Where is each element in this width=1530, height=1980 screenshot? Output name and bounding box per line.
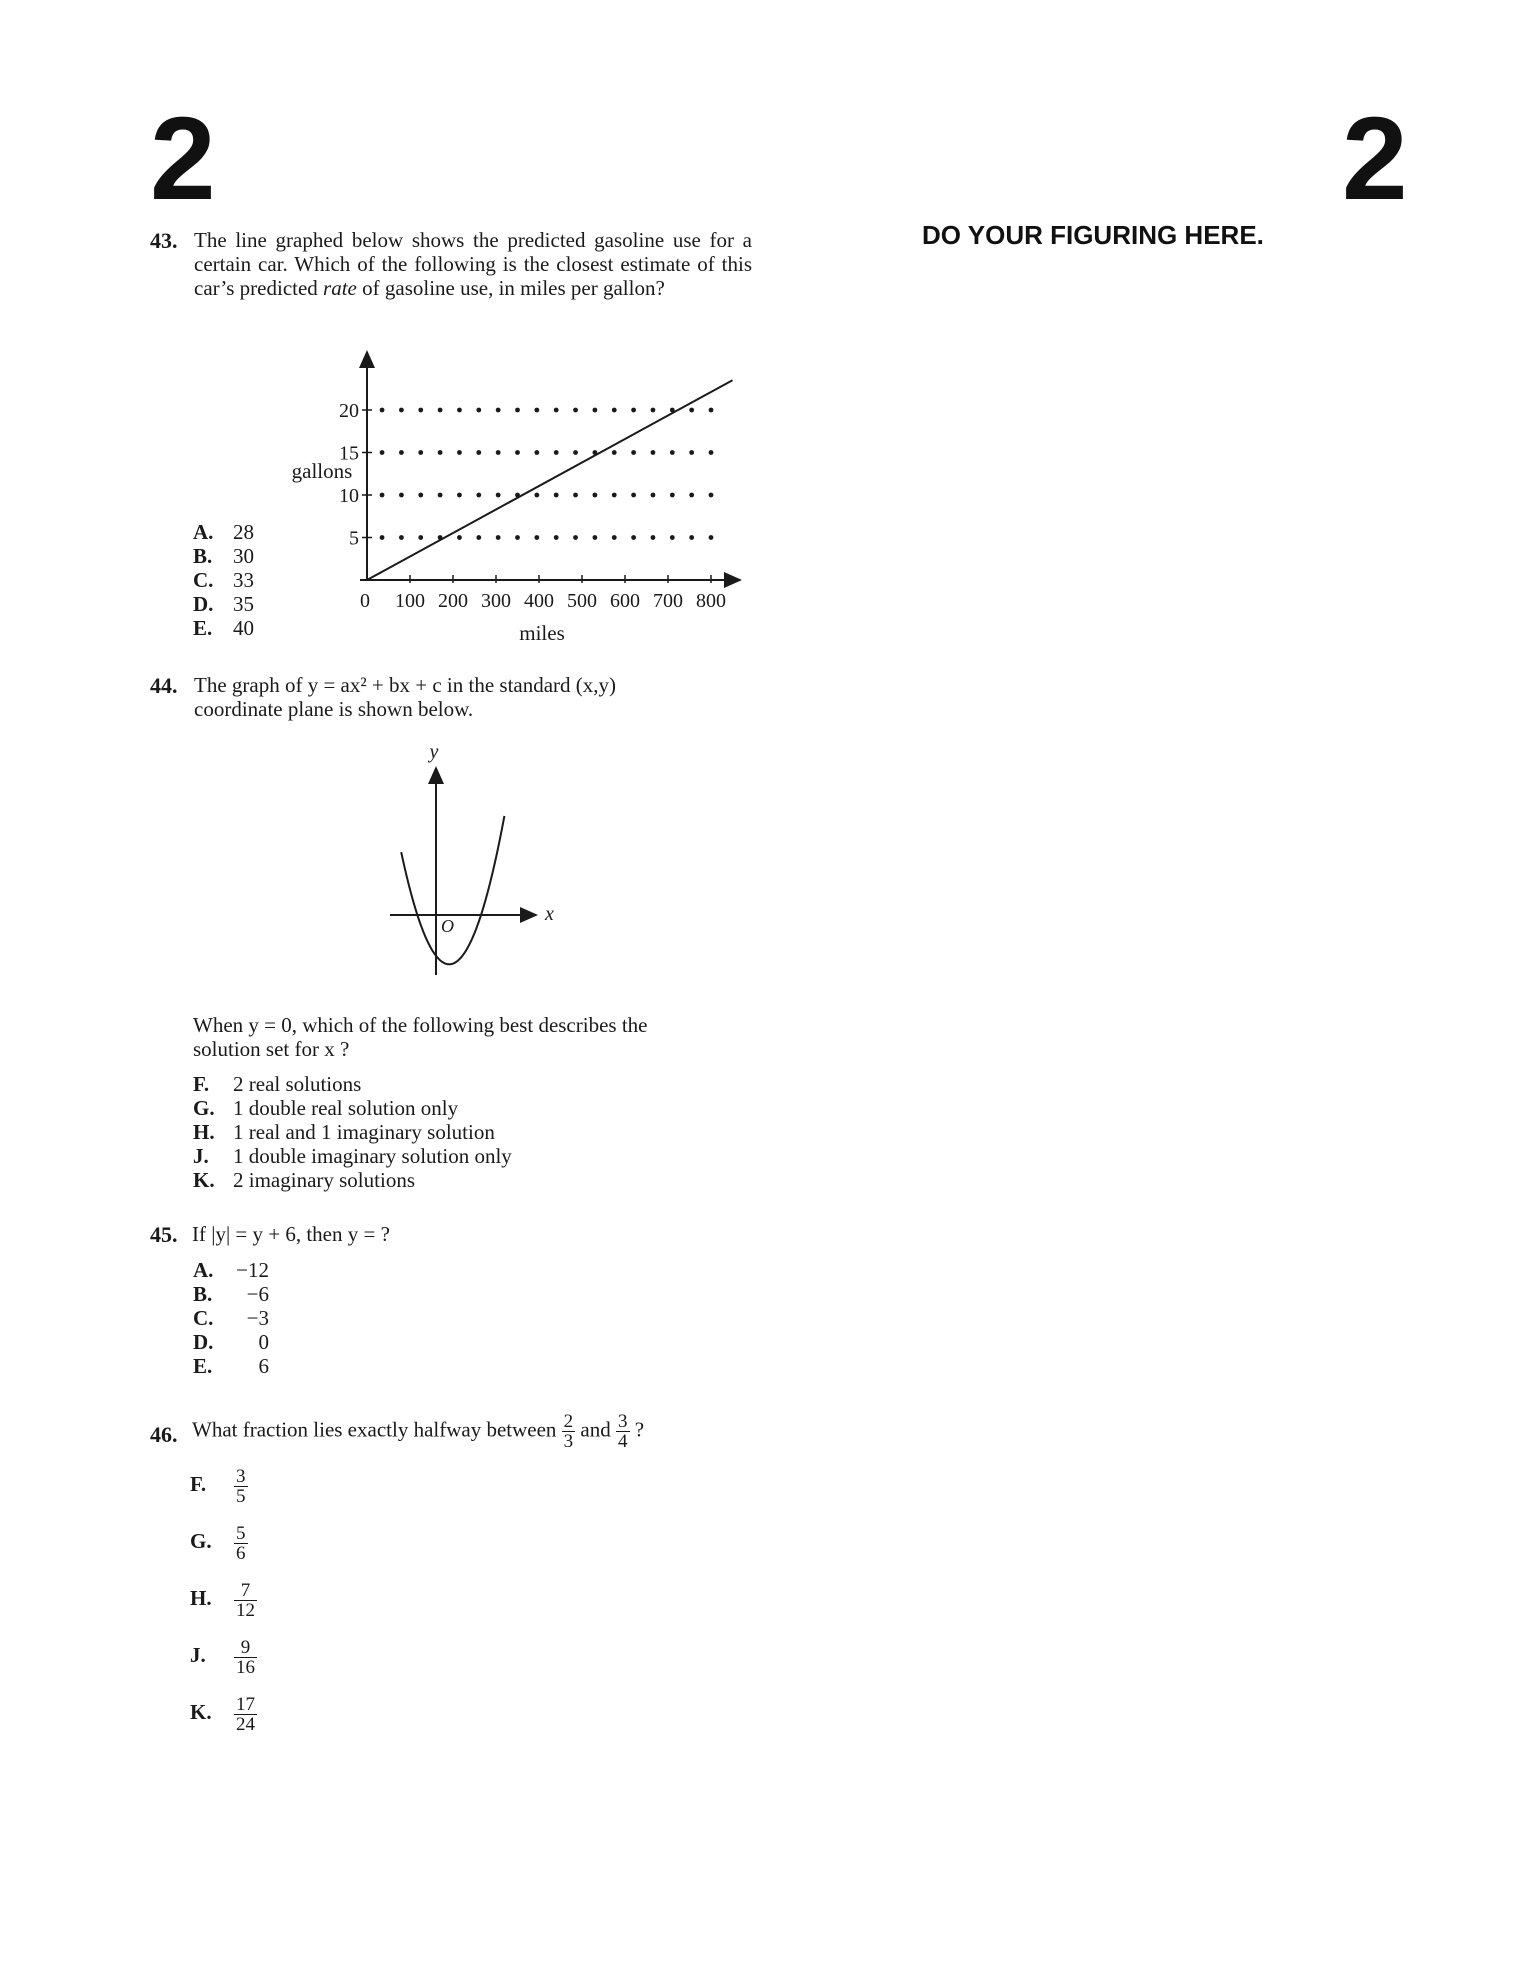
grid-dot [496,493,501,498]
graph-y-label: y [429,741,439,763]
grid-dot [612,408,617,413]
option-text: 33 [233,568,254,592]
grid-dot [476,408,481,413]
x-axis-label: miles [519,621,565,645]
grid-dot [573,493,578,498]
x-tick-label: 700 [653,590,683,612]
option-letter: G. [190,1529,212,1554]
option-letter: H. [193,1120,215,1144]
grid-dot [689,493,694,498]
y-tick-label: 5 [349,527,359,550]
option-44-g[interactable] [193,1096,512,1120]
option-44-f[interactable] [193,1072,512,1096]
grid-dot [399,408,404,413]
option-text: 2 real solutions [233,1072,362,1096]
option-letter: B. [193,1282,213,1306]
grid-dot [651,535,656,540]
option-letter: B. [193,544,213,568]
q44-followup-line-2: solution set for x ? [193,1037,350,1061]
grid-dot [651,450,656,455]
grid-dot [438,408,443,413]
x-tick-label: 200 [438,590,468,612]
x-tick-label: 800 [696,590,726,612]
option-46-f[interactable] [190,1467,248,1506]
question-44-options [193,1072,512,1192]
grid-dot [573,408,578,413]
y-tick-label: 10 [339,485,359,507]
grid-dot [593,535,598,540]
denominator: 16 [236,1657,255,1678]
grid-dot [573,535,578,540]
option-text: 30 [233,544,254,568]
grid-dot [593,408,598,413]
option-46-h[interactable] [190,1581,257,1620]
numerator: 17 [236,1694,255,1715]
grid-dot [418,408,423,413]
option-letter: J. [190,1643,206,1668]
option-46-k[interactable] [190,1695,257,1734]
grid-dot [496,535,501,540]
denominator: 4 [618,1431,628,1452]
q44-stem-line-2: coordinate plane is shown below. [194,697,474,721]
grid-dot [612,535,617,540]
grid-dot [496,450,501,455]
grid-dot [554,493,559,498]
parabola-graph [370,735,570,990]
grid-dot [554,408,559,413]
grid-dot [418,535,423,540]
numerator: 3 [236,1466,246,1487]
question-46-number: 46. [150,1422,178,1447]
option-46-g[interactable] [190,1524,248,1563]
graph-origin-label: O [441,916,454,936]
question-45-stem: If |y| = y + 6, then y = ? [192,1222,390,1246]
option-45-c[interactable] [193,1306,269,1330]
question-45-options [193,1258,269,1378]
x-tick-label: 500 [567,590,597,612]
grid-dot [709,493,714,498]
option-45-e[interactable] [193,1354,269,1378]
denominator: 24 [236,1714,255,1735]
option-fraction [234,1581,257,1620]
option-44-k[interactable] [193,1168,512,1192]
x-tick-label: 0 [360,590,370,612]
option-letter: C. [193,568,214,592]
grid-dot [554,450,559,455]
grid-dot [689,450,694,455]
grid-dot [380,408,385,413]
grid-dot [380,535,385,540]
option-letter: J. [193,1144,209,1168]
option-text: −3 [246,1306,269,1330]
grid-dot [399,450,404,455]
option-letter: C. [193,1306,214,1330]
numerator: 5 [236,1523,246,1544]
grid-dot [612,450,617,455]
option-letter: F. [190,1472,207,1497]
question-43-stem [194,228,752,300]
grid-dot [457,493,462,498]
option-text: 1 double imaginary solution only [233,1144,512,1168]
grid-dot [457,408,462,413]
question-44-followup [193,1013,753,1061]
parabola-curve [401,816,504,964]
option-letter: K. [193,1168,215,1192]
section-number-left: 2 [150,93,216,225]
q43-stem-text-before: The line graphed below shows the predicted gasoline use for a certain car. Which of the following is the closest estimate of this car’s predicted [194,228,752,300]
question-44-number: 44. [150,673,178,698]
section-number-right: 2 [1342,93,1408,225]
q46-stem-after: ? [634,1417,645,1442]
option-text: 1 real and 1 imaginary solution [233,1120,495,1144]
option-text: 0 [258,1330,269,1354]
option-text: 40 [233,616,254,640]
grid-dot [399,493,404,498]
grid-dot [689,535,694,540]
grid-dot [534,408,539,413]
q43-stem-emphasis: rate [323,276,357,300]
grid-dot [709,450,714,455]
option-letter: E. [193,1354,213,1378]
grid-dot [476,535,481,540]
option-letter: F. [193,1072,210,1096]
grid-dot [631,535,636,540]
grid-dot [496,408,501,413]
grid-dot [534,493,539,498]
graph-x-label: x [545,903,554,925]
denominator: 3 [563,1431,574,1452]
grid-dot [380,450,385,455]
grid-dot [670,493,675,498]
option-45-b[interactable] [193,1282,269,1306]
grid-dot [515,450,520,455]
grid-dot [399,535,404,540]
q46-fraction-2 [616,1412,630,1451]
grid-dot [476,493,481,498]
grid-dot [709,535,714,540]
grid-dot [670,450,675,455]
grid-dot [515,535,520,540]
q43-stem-text-after: of gasoline use, in miles per gallon? [356,276,665,300]
option-text: 28 [233,520,254,544]
numerator: 2 [563,1411,574,1432]
q46-stem-before: What fraction lies exactly halfway between [192,1417,557,1442]
option-letter: D. [193,1330,214,1354]
option-text: −6 [246,1282,269,1306]
grid-dot [438,450,443,455]
y-tick-label: 20 [339,400,359,422]
option-text: 2 imaginary solutions [233,1168,415,1192]
option-fraction [234,1638,257,1677]
numerator: 3 [618,1411,628,1432]
option-46-j[interactable] [190,1638,257,1677]
grid-dot [612,493,617,498]
grid-dot [689,408,694,413]
option-text: 6 [258,1354,269,1378]
x-tick-label: 600 [610,590,640,612]
denominator: 5 [236,1486,246,1507]
grid-dot [534,450,539,455]
grid-dot [534,535,539,540]
numerator: 9 [234,1638,257,1658]
grid-dot [651,493,656,498]
option-letter: E. [193,616,213,640]
grid-dot [554,535,559,540]
grid-dot [651,408,656,413]
q46-fraction-1 [562,1412,576,1451]
grid-dot [670,535,675,540]
question-46-stem [192,1412,644,1451]
option-fraction [234,1524,248,1563]
option-letter: A. [193,1258,214,1282]
x-tick-label: 400 [524,590,554,612]
q44-followup-line-1: When y = 0, which of the following best describes the [193,1013,648,1037]
question-45-number: 45. [150,1222,178,1247]
option-45-a[interactable] [193,1258,269,1282]
option-fraction [234,1467,248,1506]
option-letter: G. [193,1096,215,1120]
q46-stem-middle: and [580,1417,611,1442]
grid-dot [457,535,462,540]
grid-dot [457,450,462,455]
x-tick-label: 100 [395,590,425,612]
option-45-d[interactable] [193,1330,269,1354]
x-tick-label: 300 [481,590,511,612]
grid-dot [631,450,636,455]
grid-dot [593,493,598,498]
q44-stem-line-1: The graph of y = ax² + bx + c in the standard (x,y) [194,673,617,697]
grid-dot [631,493,636,498]
chart-dot-grid [380,408,714,540]
option-letter: D. [193,592,214,616]
grid-dot [418,493,423,498]
option-44-j[interactable] [193,1144,512,1168]
grid-dot [418,450,423,455]
question-44-stem [194,673,754,721]
option-letter: A. [193,520,214,544]
grid-dot [438,493,443,498]
option-text: −12 [236,1258,269,1282]
denominator: 12 [236,1600,255,1621]
question-43-number: 43. [150,228,178,253]
grid-dot [631,408,636,413]
option-letter: H. [190,1586,212,1611]
option-text: 35 [233,592,254,616]
grid-dot [380,493,385,498]
y-axis-label: gallons [291,459,353,483]
grid-dot [709,408,714,413]
numerator: 7 [234,1581,257,1601]
grid-dot [573,450,578,455]
denominator: 6 [236,1543,246,1564]
option-44-h[interactable] [193,1120,512,1144]
grid-dot [515,408,520,413]
figuring-area-label: DO YOUR FIGURING HERE. [922,220,1264,250]
grid-dot [476,450,481,455]
option-fraction [234,1695,257,1734]
option-text: 1 double real solution only [233,1096,459,1120]
y-tick-label: 15 [339,442,359,465]
gasoline-use-chart [240,340,760,650]
option-letter: K. [190,1700,212,1725]
